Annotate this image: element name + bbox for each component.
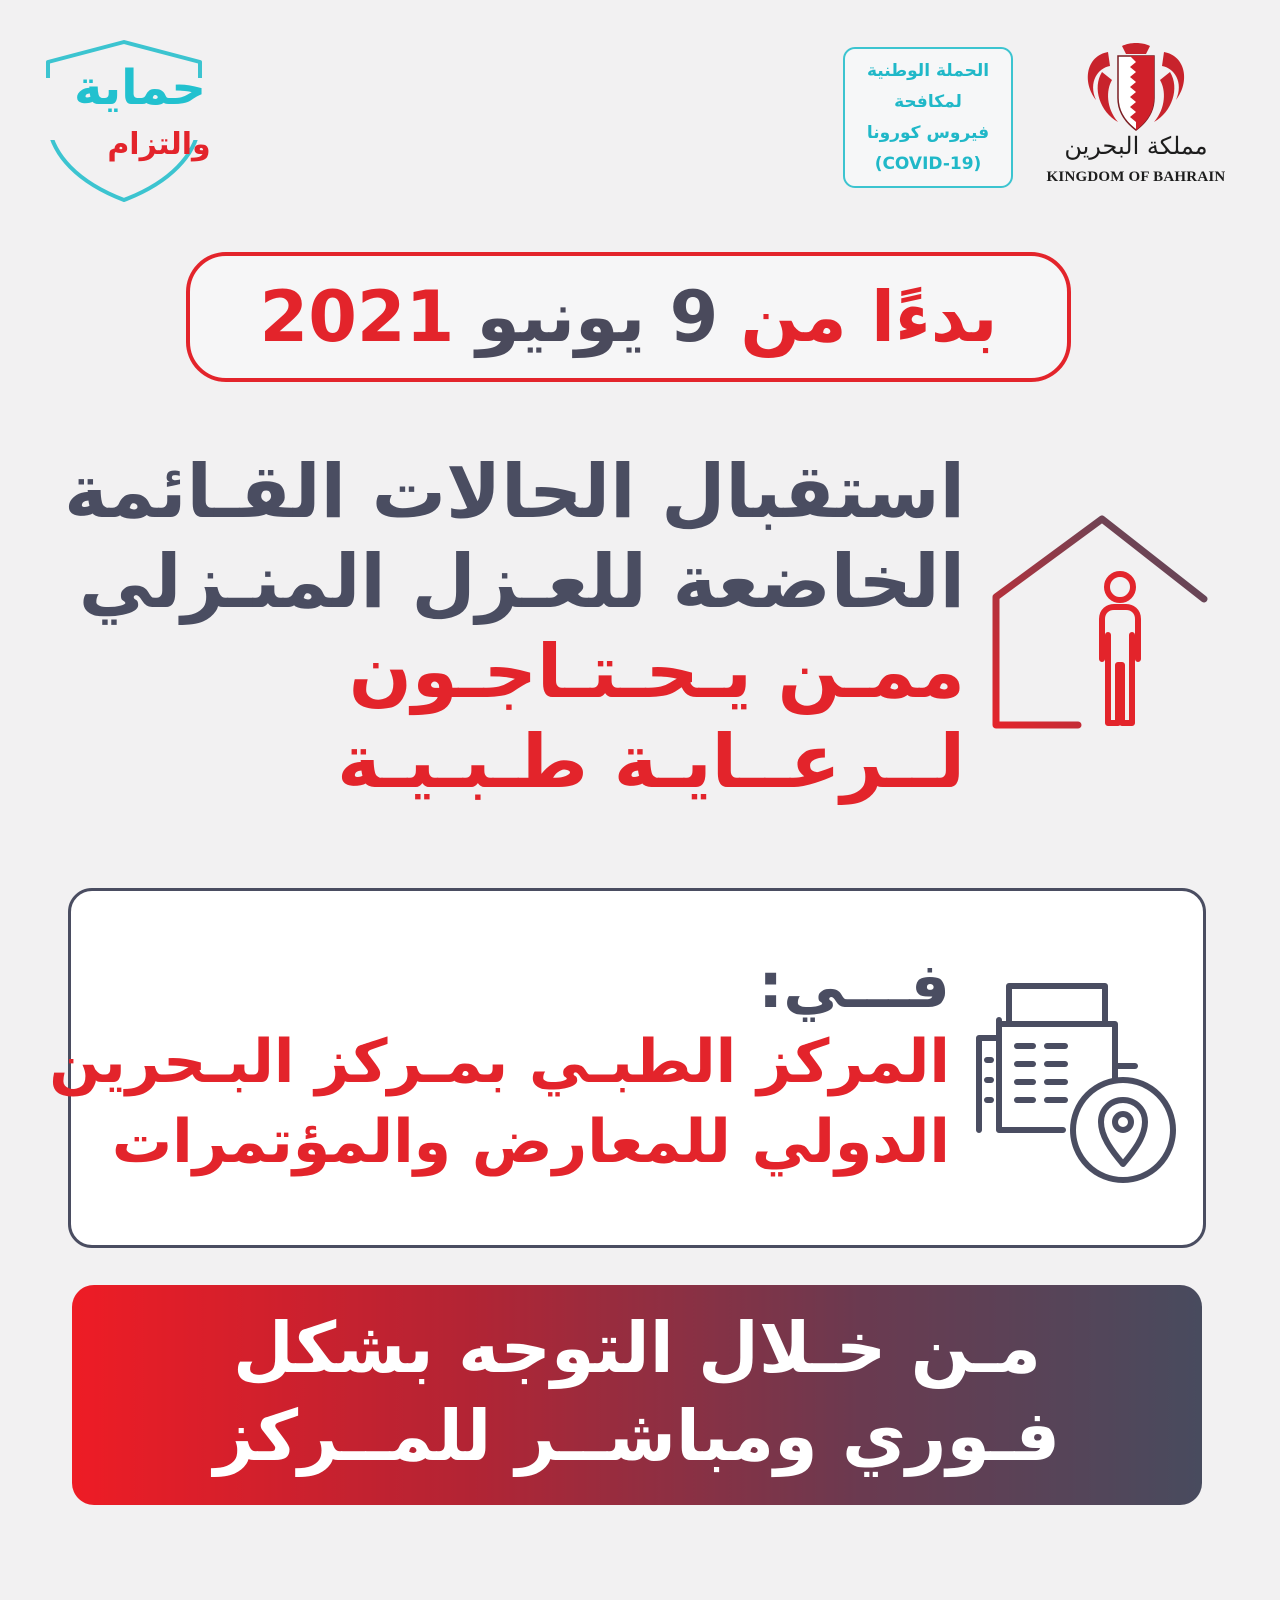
campaign-line-1: الحملة الوطنية [866, 60, 990, 81]
location-line-2: الدولي للمعارض والمؤتمرات [111, 1107, 950, 1177]
campaign-badge [843, 47, 1013, 188]
date-banner [186, 252, 1071, 382]
campaign-line-4: (COVID-19) [874, 153, 982, 174]
campaign-line-3: فيروس كورونا [866, 122, 990, 143]
location-label: فـــي: [758, 949, 950, 1022]
date-prefix: بدءًا من [740, 276, 998, 358]
building-location-icon [975, 980, 1180, 1185]
headline-line-4: لــرعــايـة طـبـيـة [337, 719, 965, 805]
logo-word-iltizam: والتزام [107, 127, 211, 162]
himaya-logo [34, 38, 214, 204]
cta-line-2: فـوري ومباشــر للمــركز [213, 1395, 1061, 1477]
home-isolation-icon [990, 515, 1212, 745]
date-day-month: 9 يونيو [476, 276, 719, 358]
kingdom-arabic-name: مملكة البحرين [1064, 132, 1208, 160]
campaign-line-2: لمكافحة [894, 91, 962, 112]
headline-line-2: الخاضعة للعـزل المنـزلي [78, 539, 965, 625]
kingdom-english-name: KINGDOM OF BAHRAIN [1046, 169, 1226, 185]
location-line-1: المركز الطبـي بمـركز البـحرين [49, 1027, 950, 1097]
date-year: 2021 [259, 276, 455, 358]
cta-banner [72, 1285, 1202, 1505]
headline-line-1: استقبال الحالات القـائمة [64, 449, 965, 535]
cta-line-1: مـن خـلال التوجه بشكل [233, 1307, 1041, 1389]
logo-word-himaya: حماية [74, 60, 206, 116]
headline-line-3: ممـن يـحـتـاجـون [348, 629, 965, 715]
kingdom-emblem [1026, 42, 1246, 192]
bahrain-emblem-icon [1026, 42, 1246, 134]
